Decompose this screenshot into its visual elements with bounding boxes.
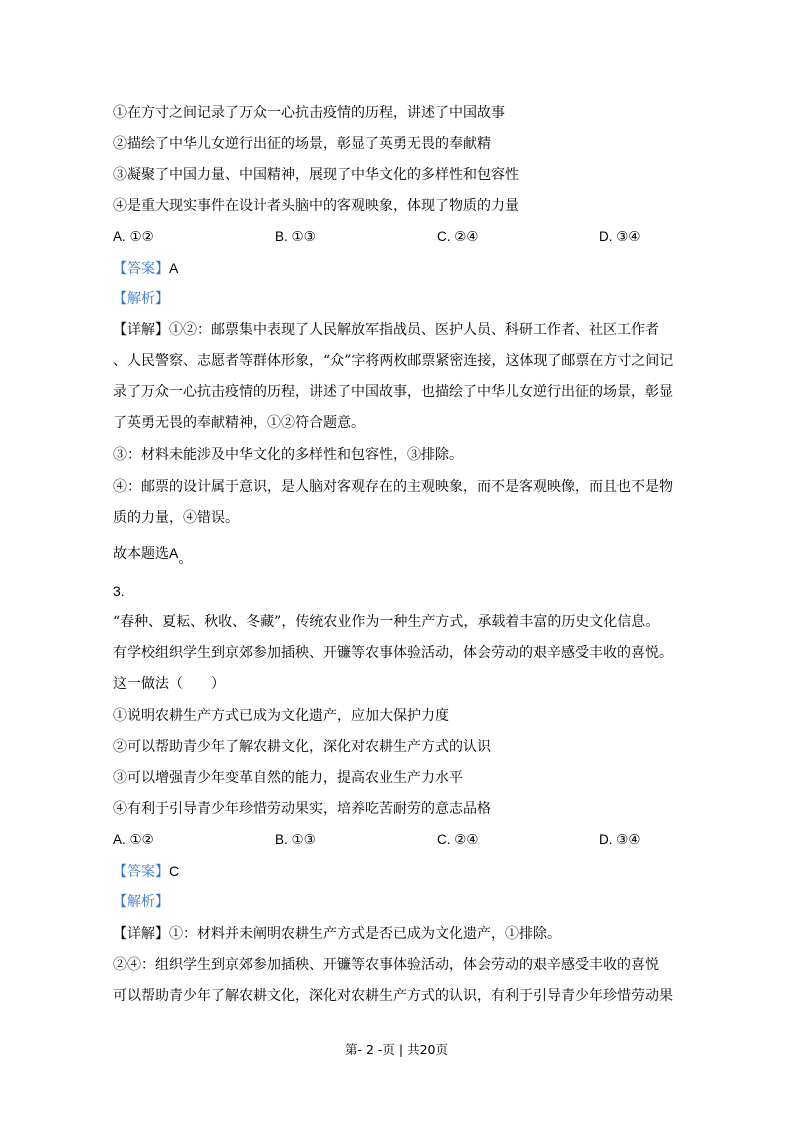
q3-statement-3: ③可以增强青少年变革自然的能力，提高农业生产力水平: [113, 770, 463, 786]
q2-option-d: D. ③④: [599, 229, 641, 244]
q3-detail-line-3: 可以帮助青少年了解农耕文化，深化对农耕生产方式的认识，有利于引导青少年珍惜劳动果: [113, 988, 673, 1004]
q3-detail-tag: 【详解】: [113, 926, 169, 942]
q2-conclusion-suffix: 。: [178, 551, 193, 567]
q3-detail-line-1: [113, 925, 561, 943]
q2-detail-line-6: ④：邮票的设计属于意识，是人脑对客观存在的主观映象，而不是客观映像，而且也不是物: [113, 479, 673, 495]
q3-number: 3.: [113, 583, 125, 599]
q3-analysis-line: [113, 893, 169, 911]
q2-detail-line-7: 质的力量，④错误。: [113, 510, 239, 526]
q2-detail-line-2: 、人民警察、志愿者等群体形象，“众”字将两枚邮票紧密连接，这体现了邮票在方寸之间记: [113, 353, 674, 369]
q3-option-c: C. ②④: [437, 832, 479, 847]
q2-statement-2: ②描绘了中华儿女逆行出征的场景，彰显了英勇无畏的奉献精: [113, 136, 491, 152]
q2-analysis-tag: 【解析】: [113, 291, 169, 307]
q2-statement-3: ③凝聚了中国力量、中国精神，展现了中华文化的多样性和包容性: [113, 167, 519, 183]
q2-answer-line: [113, 259, 178, 278]
q2-conclusion-letter: A: [169, 545, 179, 561]
q3-statement-2: ②可以帮助青少年了解农耕文化，深化对农耕生产方式的认识: [113, 739, 491, 755]
q2-detail-line-1: [113, 321, 659, 339]
q2-detail-line-5: ③：材料未能涉及中华文化的多样性和包容性，③排除。: [113, 447, 463, 463]
q2-option-b: B. ①③: [275, 229, 316, 244]
q3-stem-line-3: 这一做法（ ）: [113, 676, 225, 692]
q3-detail-line-2: ②④：组织学生到京郊参加插秧、开镰等农事体验活动，体会劳动的艰辛感受丰收的喜悦: [113, 957, 659, 973]
q2-detail-line-4: 了英勇无畏的奉献精神，①②符合题意。: [113, 415, 365, 431]
q2-conclusion: [113, 544, 193, 567]
q3-answer-tag: 【答案】: [113, 864, 169, 880]
q2-conclusion-prefix: 故本题选: [113, 546, 169, 562]
q2-answer-tag: 【答案】: [113, 261, 169, 277]
q2-detail-line-3: 录了万众一心抗击疫情的历程，讲述了中国故事，也描绘了中华儿女逆行出征的场景，彰显: [113, 384, 673, 400]
page-footer: 第- 2 -页 | 共20页: [345, 1042, 448, 1057]
q2-statement-1: ①在方寸之间记录了万众一心抗击疫情的历程，讲述了中国故事: [113, 105, 505, 121]
q2-detail-text-1: ①②：邮票集中表现了人民解放军指战员、医护人员、科研工作者、社区工作者: [169, 322, 659, 338]
q2-answer-value: A: [169, 260, 179, 276]
q2-option-c: C. ②④: [437, 229, 479, 244]
q3-answer-line: [113, 862, 179, 881]
q3-stem-line-2: 有学校组织学生到京郊参加插秧、开镰等农事体验活动，体会劳动的艰辛感受丰收的喜悦。: [113, 645, 673, 661]
q3-statement-4: ④有利于引导青少年珍惜劳动果实，培养吃苦耐劳的意志品格: [113, 801, 491, 817]
q3-analysis-tag: 【解析】: [113, 894, 169, 910]
q3-statement-1: ①说明农耕生产方式已成为文化遗产，应加大保护力度: [113, 708, 449, 724]
q3-detail-text-1: ①：材料并未阐明农耕生产方式是否已成为文化遗产，①排除。: [169, 926, 561, 942]
q2-statement-4: ④是重大现实事件在设计者头脑中的客观映象，体现了物质的力量: [113, 198, 519, 214]
q2-option-a: A. ①②: [113, 229, 154, 244]
q3-answer-value: C: [169, 863, 180, 879]
q2-detail-tag: 【详解】: [113, 322, 169, 338]
q3-option-a: A. ①②: [113, 832, 154, 847]
q3-option-b: B. ①③: [275, 832, 316, 847]
q3-stem-line-1: “春种、夏耘、秋收、冬藏”，传统农业作为一种生产方式，承载着丰富的历史文化信息。: [113, 614, 660, 630]
q3-option-d: D. ③④: [599, 832, 641, 847]
q2-analysis-line: [113, 290, 169, 308]
